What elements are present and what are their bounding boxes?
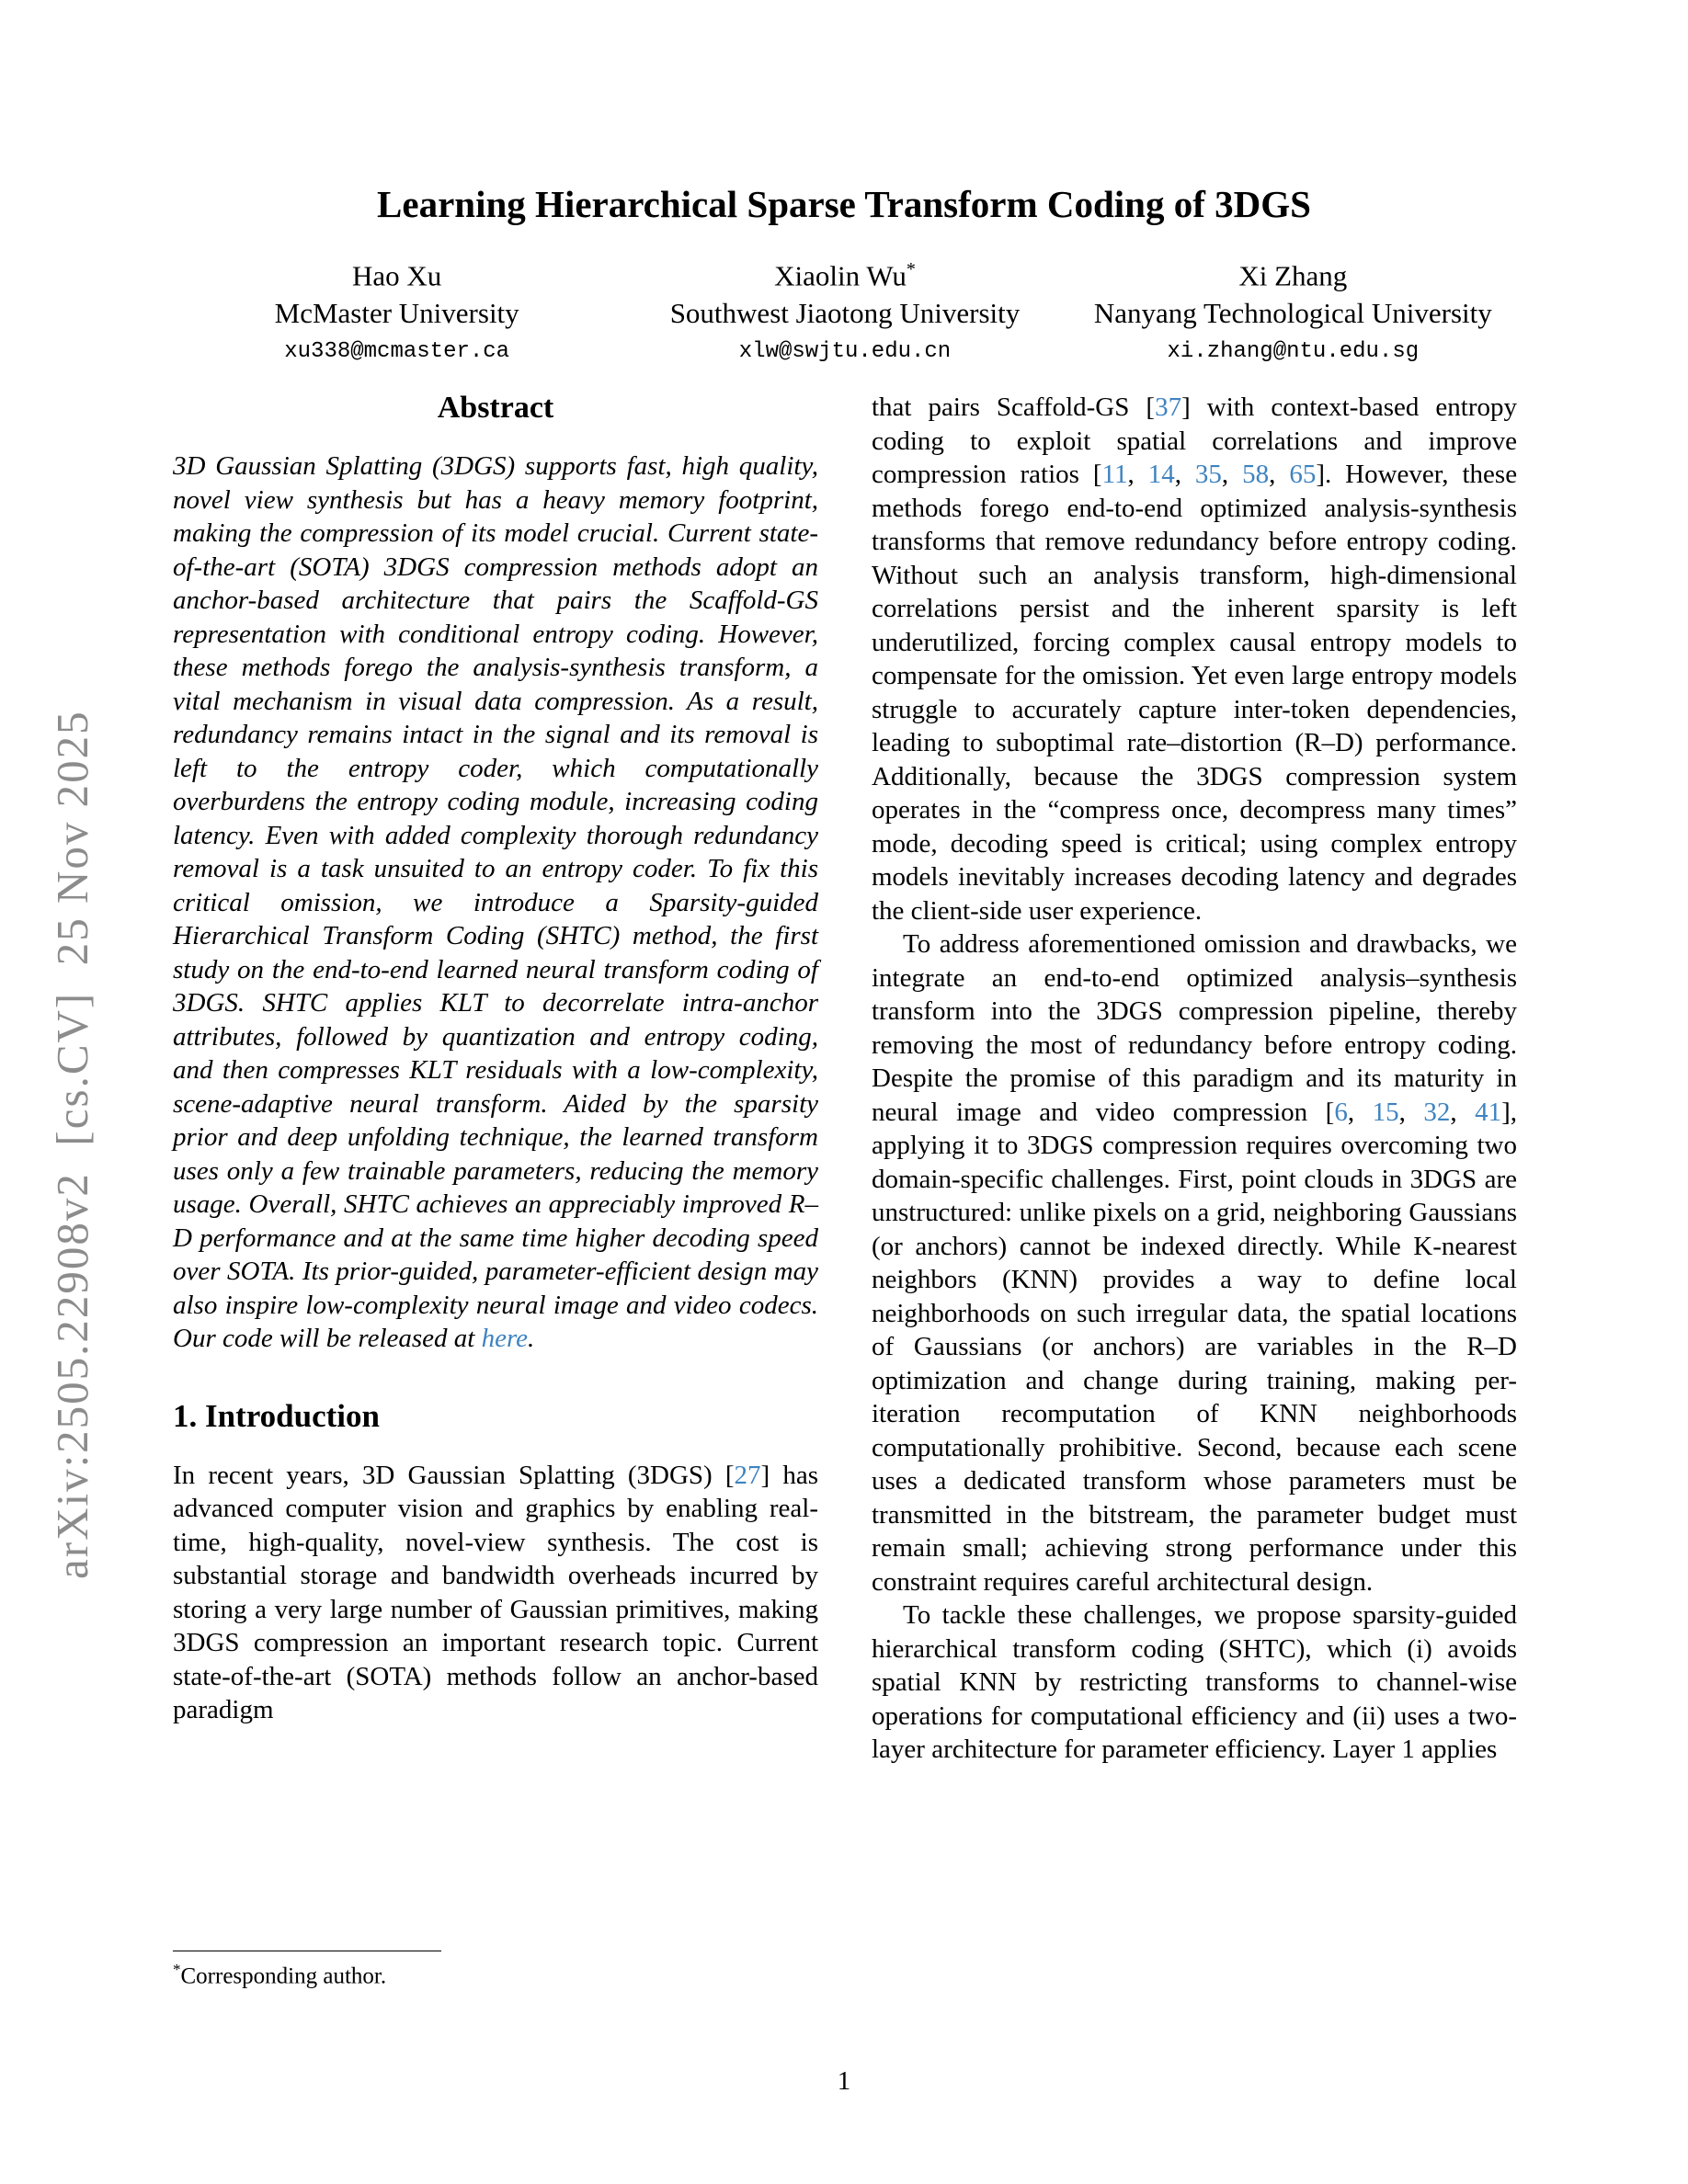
- two-column-body: [173, 391, 1517, 1767]
- code-release-link[interactable]: here: [481, 1324, 529, 1353]
- citation-link[interactable]: 15: [1372, 1097, 1399, 1127]
- abstract-body: [173, 449, 818, 1356]
- citation-link[interactable]: 41: [1475, 1097, 1502, 1127]
- author-email: xlw@swjtu.edu.cn: [738, 339, 952, 365]
- author-block: [1069, 259, 1517, 364]
- abstract-heading: Abstract: [437, 391, 554, 425]
- paragraph: To tackle these challenges, we propose sparsity-guided hierarchical transform coding (SHTC), which (i) avoids spatial KNN by restricting transforms to channel-wise operations for computational efficiency and (ii) uses a two-layer architecture for parameter efficiency. Layer 1 applies: [872, 1600, 1517, 1764]
- section-heading-introduction: 1. Introduction: [173, 1397, 380, 1434]
- author-name-text: Xiaolin Wu: [774, 259, 907, 292]
- arxiv-watermark: arXiv:2505.22908v2 [cs.CV] 25 Nov 2025: [47, 710, 97, 1579]
- author-list: [173, 259, 1517, 364]
- author-name-text: Hao Xu: [352, 259, 442, 292]
- citation-link[interactable]: 27: [734, 1460, 761, 1490]
- author-name: [173, 259, 621, 292]
- author-affiliation: Nanyang Technological University: [1093, 297, 1492, 330]
- author-name-text: Xi Zhang: [1238, 259, 1348, 292]
- right-column: [872, 391, 1517, 1767]
- footnote-text: [173, 1961, 818, 1989]
- author-email: xi.zhang@ntu.edu.sg: [1167, 339, 1420, 365]
- citation-link[interactable]: 6: [1334, 1097, 1348, 1127]
- corresponding-author-mark: *: [906, 259, 916, 279]
- abstract-section: [173, 391, 818, 1356]
- author-name: [1069, 259, 1517, 292]
- footnote-label: Corresponding author.: [180, 1963, 387, 1989]
- paragraph: 3D Gaussian Splatting (3DGS) supports fast, high quality, novel view synthesis but has a heavy memory footprint, making the compression of its model crucial. Current state-of-the-art (SOTA) 3DGS compression methods adopt an anchor-based architecture that pairs the Scaffold-GS representation with conditional entropy coding. However, these methods forego the analysis-synthesis transform, a vital mechanism in visual data compression. As a result, redundancy remains intact in the signal and its removal is left to the entropy coder, which computationally overburdens the entropy coding module, increasing coding latency. Even with added complexity thorough redundancy removal is a task unsuited to an entropy coder. To fix this critical omission, we introduce a Sparsity-guided Hierarchical Transform Coding (SHTC) method, the first study on the end-to-end learned neural transform coding of 3DGS. SHTC applies KLT to decorrelate intra-anchor attributes, followed by quantization and entropy coding, and then compresses KLT residuals with a low-complexity, scene-adaptive neural transform. Aided by the sparsity prior and deep unfolding technique, the learned transform uses only a few trainable parameters, reducing the memory usage. Overall, SHTC achieves an appreciably improved R–D performance and at the same time higher decoding speed over SOTA. Its prior-guided, parameter-efficient design may also inspire low-complexity neural image and video codecs. Our code will be released at here.: [173, 451, 818, 1353]
- author-block: [621, 259, 1068, 364]
- citation-link[interactable]: 11: [1101, 460, 1128, 489]
- page-number: 1: [837, 2066, 851, 2096]
- left-column: [173, 391, 818, 1767]
- author-name: [621, 259, 1068, 292]
- citation-link[interactable]: 65: [1289, 460, 1317, 489]
- right-column-body: [872, 391, 1517, 1767]
- footnote-mark: *: [173, 1961, 181, 1978]
- author-affiliation: Southwest Jiaotong University: [669, 297, 1021, 330]
- citation-link[interactable]: 32: [1423, 1097, 1451, 1127]
- paragraph: To address aforementioned omission and drawbacks, we integrate an end-to-end optimized analysis–synthesis transform into the 3DGS compression pipeline, thereby removing the most of redundancy before entropy coding. Despite the promise of this paradigm and its maturity in neural image and video compression [6, 15, 32, 41], applying it to 3DGS compression requires overcoming two domain-specific challenges. First, point clouds in 3DGS are unstructured: unlike pixels on a grid, neighboring Gaussians (or anchors) cannot be indexed directly. While K-nearest neighbors (KNN) provides a way to define local neighborhoods on such irregular data, the spatial locations of Gaussians (or anchors) are variables in the R–D optimization and change during training, making per-iteration recomputation of KNN neighborhoods computationally prohibitive. Second, because each scene uses a dedicated transform whose parameters must be transmitted in the bitstream, the parameter budget must remain small; achieving strong performance under this constraint requires careful architectural design.: [872, 929, 1518, 1597]
- footnote: [173, 1951, 818, 1989]
- paragraph: that pairs Scaffold-GS [37] with context-based entropy coding to exploit spatial correlations and improve compression ratios [11, 14, 35, 58, 65]. However, these methods forego end-to-end optimized analysis-synthesis transforms that remove redundancy before entropy coding. Without such an analysis transform, high-dimensional correlations persist and the inherent sparsity is left underutilized, forcing complex causal entropy models to compensate for the omission. Yet even large entropy models struggle to accurately capture inter-token dependencies, leading to suboptimal rate–distortion (R–D) performance. Additionally, because the 3DGS compression system operates in the “compress once, decompress many times” mode, decoding speed is critical; using complex entropy models inevitably increases decoding latency and degrades the client-side user experience.: [872, 392, 1518, 926]
- paper-title: Learning Hierarchical Sparse Transform Coding of 3DGS: [377, 183, 1311, 225]
- citation-link[interactable]: 35: [1194, 460, 1222, 489]
- citation-link[interactable]: 58: [1242, 460, 1270, 489]
- author-block: [173, 259, 621, 364]
- introduction-body: [173, 1459, 818, 1727]
- author-email: xu338@mcmaster.ca: [284, 339, 510, 365]
- paragraph: In recent years, 3D Gaussian Splatting (3DGS) [27] has advanced computer vision and graphics by enabling real-time, high-quality, novel-view synthesis. The cost is substantial storage and bandwidth overheads incurred by storing a very large number of Gaussian primitives, making 3DGS compression an important research topic. Current state-of-the-art (SOTA) methods follow an anchor-based paradigm: [173, 1460, 818, 1724]
- citation-link[interactable]: 37: [1155, 392, 1182, 422]
- author-affiliation: McMaster University: [274, 297, 519, 330]
- citation-link[interactable]: 14: [1147, 460, 1175, 489]
